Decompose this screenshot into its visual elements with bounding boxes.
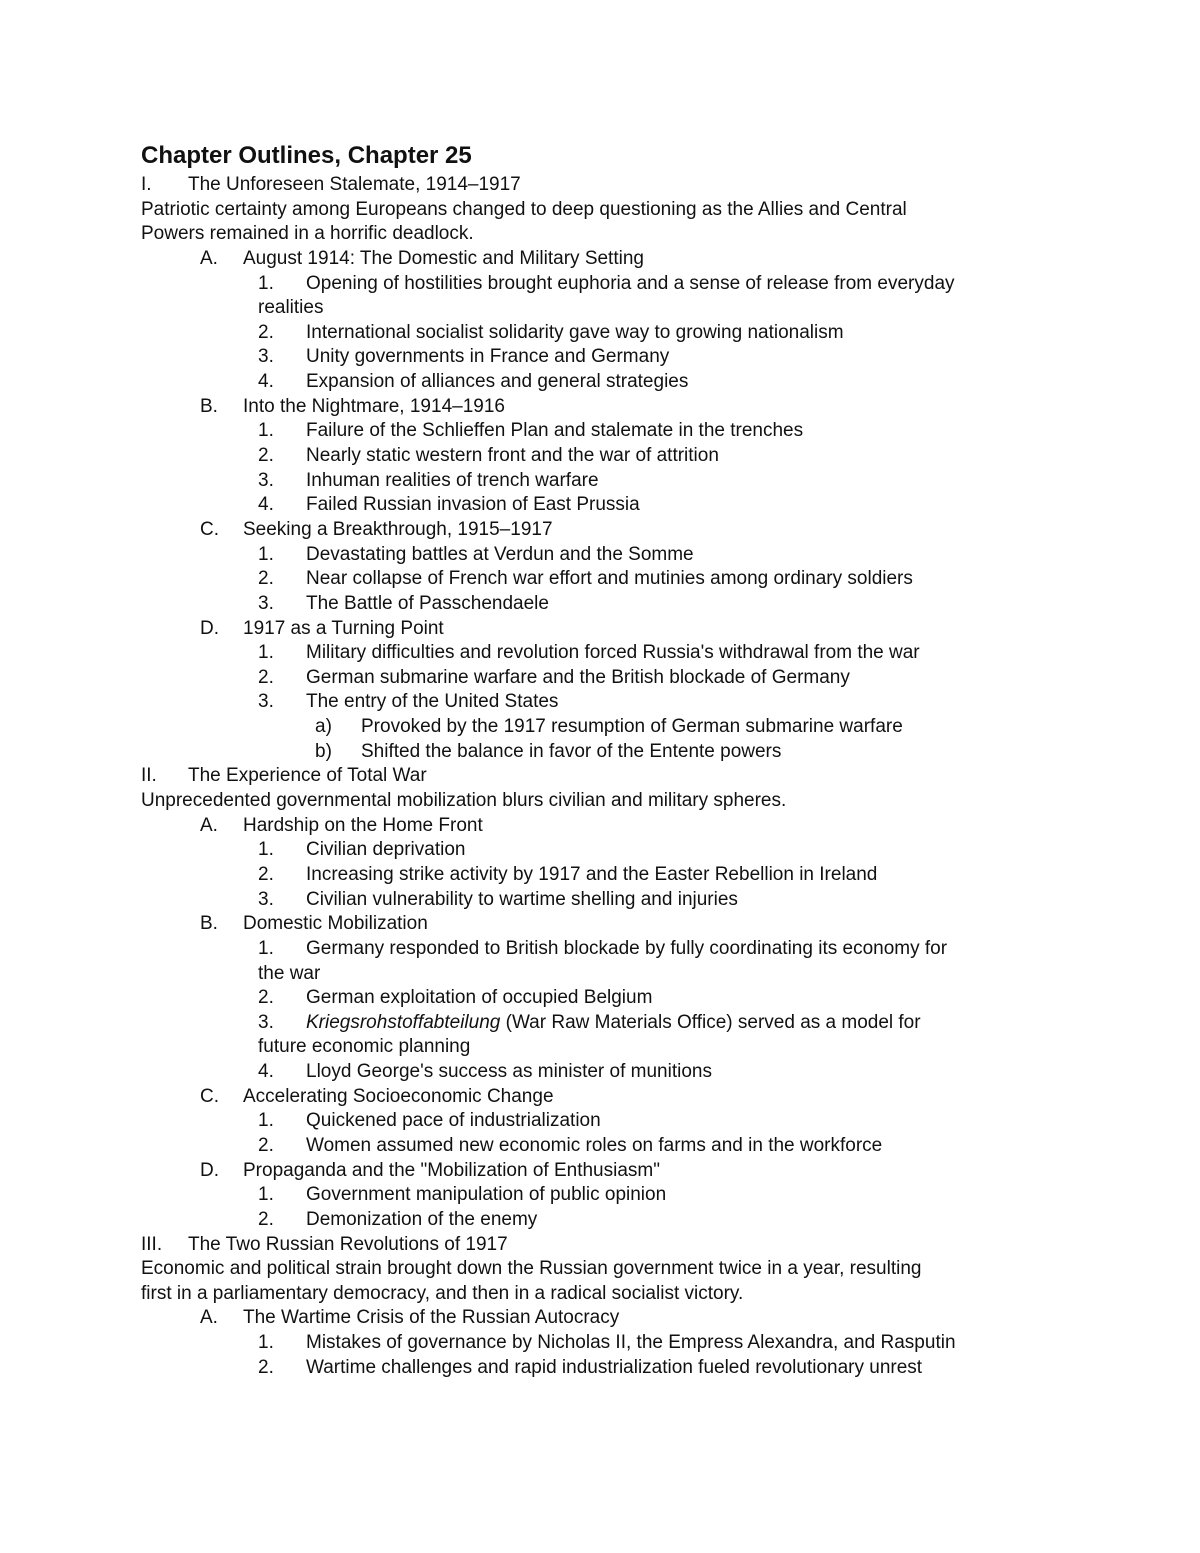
list-item xyxy=(141,1060,1061,1085)
list-item xyxy=(141,1208,1061,1233)
item-marker: 1. xyxy=(258,420,274,442)
item-marker: 1. xyxy=(258,1184,274,1206)
list-item xyxy=(141,863,1061,888)
list-item xyxy=(141,986,1061,1011)
item-text: Near collapse of French war effort and mutinies among ordinary soldiers xyxy=(306,568,913,590)
section-summary: Economic and political strain brought down the Russian government twice in a year, resulting xyxy=(141,1258,922,1280)
item-text: Failure of the Schlieffen Plan and stalemate in the trenches xyxy=(306,420,804,442)
section-summary: Unprecedented governmental mobilization blurs civilian and military spheres. xyxy=(141,790,787,812)
item-marker: 4. xyxy=(258,371,274,393)
subsection-heading xyxy=(141,912,1061,937)
item-text: The Battle of Passchendaele xyxy=(306,592,549,614)
subsection-marker: C. xyxy=(200,518,219,540)
list-item xyxy=(141,567,1061,592)
item-marker: 3. xyxy=(258,346,274,368)
document-title: Chapter Outlines, Chapter 25 xyxy=(141,142,472,169)
list-item xyxy=(141,1109,1061,1134)
subsection-marker: A. xyxy=(200,814,218,836)
subsection-title: Seeking a Breakthrough, 1915–1917 xyxy=(243,518,553,540)
item-marker: 4. xyxy=(258,1061,274,1083)
item-text: Inhuman realities of trench warfare xyxy=(306,469,599,491)
item-text: Shifted the balance in favor of the Entente powers xyxy=(361,740,782,762)
item-marker: a) xyxy=(315,716,332,738)
list-item xyxy=(141,592,1061,617)
item-text: International socialist solidarity gave way to growing nationalism xyxy=(306,321,844,343)
item-text: Civilian vulnerability to wartime shelling and injuries xyxy=(306,888,738,910)
item-text: (War Raw Materials Office) served as a model for xyxy=(500,1011,921,1033)
subsection-marker: D. xyxy=(200,1159,219,1181)
subsection-title: 1917 as a Turning Point xyxy=(243,617,444,639)
item-text: Military difficulties and revolution forced Russia's withdrawal from the war xyxy=(306,642,920,664)
item-marker: 3. xyxy=(258,592,274,614)
item-marker: 4. xyxy=(258,494,274,516)
item-marker: 3. xyxy=(258,1011,274,1033)
item-text: Germany responded to British blockade by fully coordinating its economy for xyxy=(306,937,948,959)
section-heading xyxy=(141,173,1061,198)
subsection-heading xyxy=(141,395,1061,420)
list-item-continuation: the war xyxy=(258,962,321,984)
item-marker: 1. xyxy=(258,1110,274,1132)
item-text: Expansion of alliances and general strategies xyxy=(306,371,689,393)
item-marker: 2. xyxy=(258,1208,274,1230)
section-marker: III. xyxy=(141,1233,163,1255)
subsection-title: Accelerating Socioeconomic Change xyxy=(243,1085,554,1107)
item-text: Increasing strike activity by 1917 and the Easter Rebellion in Ireland xyxy=(306,863,878,885)
list-item xyxy=(141,690,1061,715)
list-item xyxy=(141,419,1061,444)
list-item xyxy=(141,937,1061,962)
section-summary: Powers remained in a horrific deadlock. xyxy=(141,223,474,245)
item-text: Demonization of the enemy xyxy=(306,1208,538,1230)
item-text: Wartime challenges and rapid industrialization fueled revolutionary unrest xyxy=(306,1356,923,1378)
item-text: Quickened pace of industrialization xyxy=(306,1110,601,1132)
chapter-outline xyxy=(141,173,1061,1380)
item-marker: 1. xyxy=(258,642,274,664)
item-text: German submarine warfare and the British blockade of Germany xyxy=(306,666,850,688)
list-item xyxy=(141,1183,1061,1208)
item-text: Civilian deprivation xyxy=(306,839,466,861)
item-marker: 2. xyxy=(258,987,274,1009)
item-text: Failed Russian invasion of East Prussia xyxy=(306,494,640,516)
item-italic-term: Kriegsrohstoffabteilung xyxy=(306,1011,501,1033)
list-item-continuation: future economic planning xyxy=(258,1036,471,1058)
list-item xyxy=(141,1356,1061,1381)
subsection-heading xyxy=(141,518,1061,543)
subsection-heading xyxy=(141,1085,1061,1110)
item-marker: 1. xyxy=(258,543,274,565)
list-item xyxy=(141,888,1061,913)
subsection-heading xyxy=(141,1306,1061,1331)
item-text: Devastating battles at Verdun and the Somme xyxy=(306,543,694,565)
section-marker: I. xyxy=(141,174,152,195)
item-text: Lloyd George's success as minister of munitions xyxy=(306,1061,712,1083)
item-text: Government manipulation of public opinion xyxy=(306,1184,667,1206)
item-text: Nearly static western front and the war of attrition xyxy=(306,445,719,467)
subsection-title: Propaganda and the "Mobilization of Enthusiasm" xyxy=(243,1159,660,1181)
subsection-marker: D. xyxy=(200,617,219,639)
list-item xyxy=(141,666,1061,691)
subsection-title: Domestic Mobilization xyxy=(243,913,428,935)
list-item xyxy=(141,1134,1061,1159)
subsection-marker: A. xyxy=(200,247,218,269)
list-item xyxy=(141,444,1061,469)
subsection-title: The Wartime Crisis of the Russian Autocracy xyxy=(243,1307,620,1329)
list-item xyxy=(141,1011,1061,1036)
subsection-marker: A. xyxy=(200,1307,218,1329)
list-item xyxy=(141,543,1061,568)
item-text: Women assumed new economic roles on farms and in the workforce xyxy=(306,1134,883,1156)
item-marker: 2. xyxy=(258,568,274,590)
subsection-heading xyxy=(141,1159,1061,1184)
subsection-heading xyxy=(141,247,1061,272)
item-marker: 2. xyxy=(258,1356,274,1378)
list-item xyxy=(141,838,1061,863)
item-marker: 3. xyxy=(258,888,274,910)
item-marker: 2. xyxy=(258,445,274,467)
subsection-marker: C. xyxy=(200,1085,219,1107)
item-text: Unity governments in France and Germany xyxy=(306,346,670,368)
item-marker: 1. xyxy=(258,839,274,861)
section-summary: first in a parliamentary democracy, and then in a radical socialist victory. xyxy=(141,1282,744,1304)
subsection-heading xyxy=(141,617,1061,642)
list-item xyxy=(141,1331,1061,1356)
list-item xyxy=(141,370,1061,395)
item-marker: 2. xyxy=(258,1134,274,1156)
list-item xyxy=(141,493,1061,518)
item-text: Opening of hostilities brought euphoria and a sense of release from everyday xyxy=(306,272,955,294)
section-title: The Experience of Total War xyxy=(188,765,427,787)
item-marker: 2. xyxy=(258,863,274,885)
list-item xyxy=(141,469,1061,494)
item-marker: 1. xyxy=(258,272,274,294)
list-item xyxy=(141,345,1061,370)
sub-list-item xyxy=(141,715,1061,740)
sub-list-item xyxy=(141,740,1061,765)
subsection-title: August 1914: The Domestic and Military Setting xyxy=(243,247,644,269)
section-title: The Two Russian Revolutions of 1917 xyxy=(188,1233,508,1255)
list-item xyxy=(141,321,1061,346)
subsection-marker: B. xyxy=(200,913,218,935)
item-text: Provoked by the 1917 resumption of German submarine warfare xyxy=(361,716,903,738)
item-text: The entry of the United States xyxy=(306,691,559,713)
subsection-heading xyxy=(141,814,1061,839)
subsection-title: Hardship on the Home Front xyxy=(243,814,483,836)
subsection-marker: B. xyxy=(200,395,218,417)
item-marker: 2. xyxy=(258,666,274,688)
list-item xyxy=(141,641,1061,666)
item-text: Mistakes of governance by Nicholas II, the Empress Alexandra, and Rasputin xyxy=(306,1332,956,1354)
list-item-continuation: realities xyxy=(258,297,324,319)
list-item xyxy=(141,272,1061,297)
item-marker: b) xyxy=(315,740,332,762)
subsection-title: Into the Nightmare, 1914–1916 xyxy=(243,395,505,417)
item-marker: 1. xyxy=(258,1332,274,1354)
section-summary: Patriotic certainty among Europeans changed to deep questioning as the Allies and Central xyxy=(141,198,907,220)
item-marker: 1. xyxy=(258,937,274,959)
item-marker: 3. xyxy=(258,469,274,491)
section-heading xyxy=(141,764,1061,789)
section-title: The Unforeseen Stalemate, 1914–1917 xyxy=(188,174,521,195)
section-marker: II. xyxy=(141,765,157,787)
item-marker: 3. xyxy=(258,691,274,713)
item-text: German exploitation of occupied Belgium xyxy=(306,987,653,1009)
section-heading xyxy=(141,1233,1061,1258)
item-marker: 2. xyxy=(258,321,274,343)
